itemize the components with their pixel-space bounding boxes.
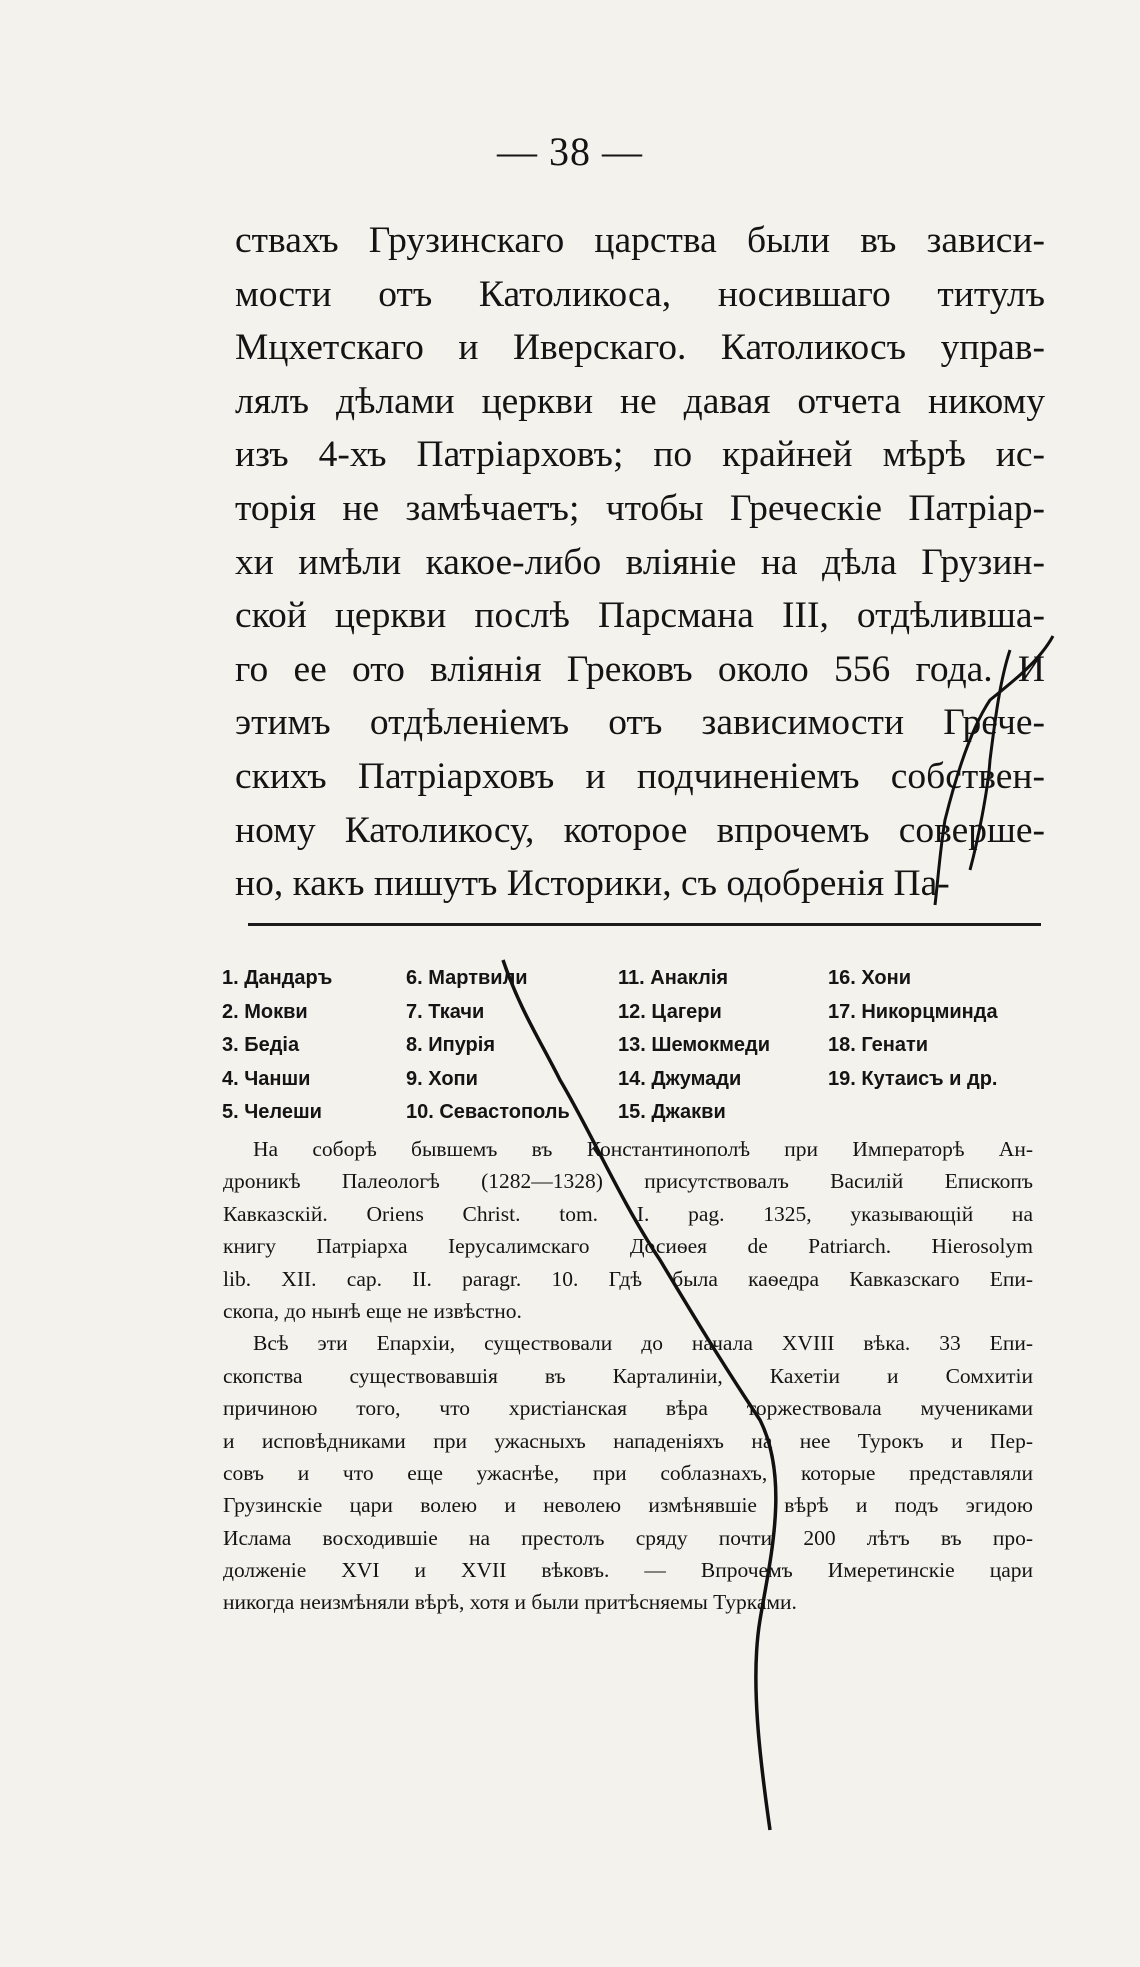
footnote-line: Ислама восходившіе на престолъ сряду почти 200 лѣтъ въ про- (223, 1525, 1033, 1550)
eparchy-item: 15. Джакви (618, 1101, 726, 1123)
eparchy-item: 16. Хони (828, 967, 912, 989)
eparchy-item: 4. Чанши (222, 1067, 311, 1090)
eparchy-item: 9. Хопи (406, 1067, 478, 1090)
main-text-line: ному Католикосу, которое впрочемъ совершe- (235, 809, 1045, 851)
eparchy-row (218, 1063, 1048, 1097)
main-text-line: ствахъ Грузинскаго царства были въ зависи- (235, 220, 1045, 261)
eparchy-row (218, 1096, 1048, 1130)
footnotes (223, 1133, 1033, 1619)
eparchy-row (218, 962, 1048, 996)
main-text-line: мости отъ Католикоса, носившаго титулъ (235, 273, 1045, 315)
footnote-line: скопа, до нынѣ еще не извѣстно. (223, 1298, 522, 1323)
eparchy-item: 3. Бедіа (222, 1034, 300, 1056)
main-text-line: ской церкви послѣ Парсмана III, отдѣлившa- (235, 595, 1045, 637)
main-text-line: торія не замѣчаетъ; чтобы Греческіе Патріар- (235, 487, 1045, 529)
footnote-divider (248, 923, 1041, 926)
main-text-line: скихъ Патріарховъ и подчиненіемъ собствен- (235, 755, 1045, 797)
main-text-line: этимъ отдѣленіемъ отъ зависимости Грече- (235, 702, 1045, 744)
main-text-line: изъ 4-хъ Патріарховъ; по крайней мѣрѣ ис- (235, 434, 1045, 476)
footnote-line: никогда неизмѣняли вѣрѣ, хотя и были притѣсняемы Турками. (223, 1590, 797, 1615)
footnote-line: Грузинскіе цари волею и неволею измѣнявшіе вѣрѣ и подъ эгидою (223, 1493, 1033, 1518)
eparchy-item: 12. Цагери (618, 1000, 722, 1023)
eparchy-item: 10. Севастополь (406, 1101, 570, 1123)
footnote-line: причиною того, что христіанская вѣра торжествовала мучениками (223, 1396, 1033, 1421)
footnote-line: lib. XII. cap. II. paragr. 10. Гдѣ была каѳедра Кавказскаго Епи- (223, 1266, 1033, 1291)
main-text-line: лялъ дѣлами церкви не давая отчета никому (235, 380, 1045, 422)
eparchy-item: 13. Шемокмеди (618, 1034, 770, 1056)
footnote-line: дроникѣ Палеологѣ (1282—1328) присутствовалъ Василій Епископъ (223, 1169, 1033, 1194)
footnote-line: Всѣ эти Епархіи, существовали до начала XVIII вѣка. 33 Епи- (253, 1331, 1033, 1356)
footnote-line: На соборѣ бывшемъ въ Константинополѣ при Императорѣ Ан- (253, 1137, 1033, 1161)
eparchy-item: 6. Мартвили (406, 967, 528, 989)
eparchy-item: 8. Ипурія (406, 1034, 495, 1056)
eparchy-item: 14. Джумади (618, 1067, 742, 1090)
eparchy-row (218, 1029, 1048, 1063)
eparchy-list (218, 962, 1048, 1130)
footnote-line: Кавказскій. Oriens Christ. tom. I. pag. 1325, указывающій на (223, 1201, 1033, 1226)
eparchy-row (218, 996, 1048, 1030)
footnote-line: и исповѣдниками при ужасныхъ нападеніяхъ на нее Турокъ и Пер- (223, 1428, 1033, 1453)
main-text (235, 214, 1045, 911)
page-number: — 38 — (497, 129, 643, 174)
eparchy-item: 2. Мокви (222, 1000, 308, 1023)
main-text-line: го ее ото вліянія Грековъ около 556 года. И (235, 648, 1045, 690)
footnote-line: скопства существовавшія въ Карталиніи, Кахетіи и Сомхитіи (223, 1363, 1033, 1388)
eparchy-item: 7. Ткачи (406, 1000, 485, 1023)
main-text-line: но, какъ пишутъ Историки, съ одобренія Па- (235, 863, 950, 905)
eparchy-item: 5. Челеши (222, 1101, 322, 1123)
eparchy-item: 11. Анаклія (618, 967, 729, 989)
eparchy-item: 17. Никорцминда (828, 1000, 998, 1023)
eparchy-item: 1. Дандаръ (222, 967, 333, 989)
footnote-line: книгу Патріарха Іерусалимскаго Досиѳея de Patriarch. Hierosolym (223, 1234, 1033, 1259)
main-text-line: хи имѣли какое-либо вліяніе на дѣла Грузин- (235, 541, 1045, 583)
eparchy-item: 19. Кутаисъ и др. (828, 1067, 998, 1090)
footnote-line: долженіе XVI и XVII вѣковъ. — Впрочемъ Имеретинскіе цари (223, 1558, 1033, 1583)
footnote-line: совъ и что еще ужаснѣе, при соблазнахъ, которые представляли (223, 1460, 1033, 1485)
eparchy-item: 18. Генати (828, 1034, 929, 1056)
main-text-line: Мцхетскаго и Иверскаго. Католикосъ управ- (235, 327, 1045, 369)
